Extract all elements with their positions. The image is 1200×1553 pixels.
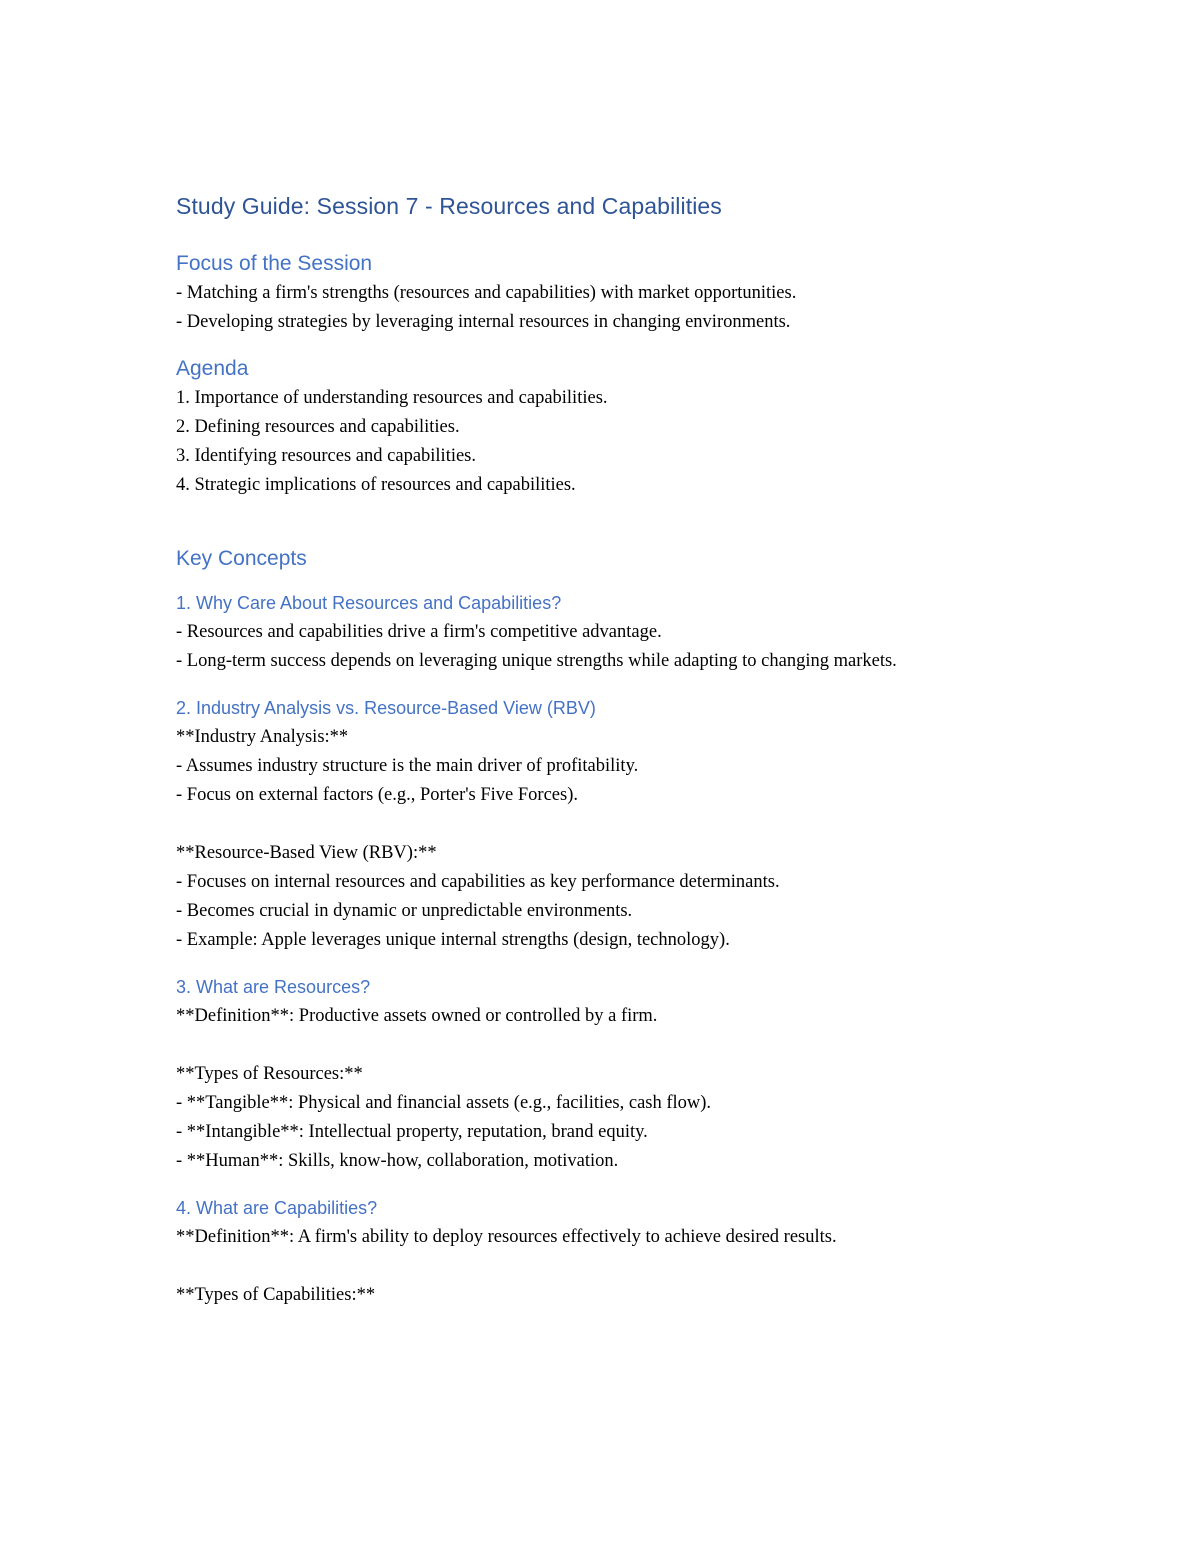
section-line: **Types of Resources:** xyxy=(176,1064,363,1084)
section-line: - Focus on external factors (e.g., Porter's Five Forces). xyxy=(176,785,579,805)
section-line: **Types of Capabilities:** xyxy=(176,1285,376,1305)
agenda-item: 4. Strategic implications of resources and capabilities. xyxy=(176,475,576,495)
section-line: **Industry Analysis:** xyxy=(176,727,349,747)
section-heading: 4. What are Capabilities? xyxy=(176,1198,378,1218)
section-line: - **Tangible**: Physical and financial assets (e.g., facilities, cash flow). xyxy=(176,1093,712,1113)
section-line: - Becomes crucial in dynamic or unpredictable environments. xyxy=(176,901,633,921)
section-line: - Focuses on internal resources and capabilities as key performance determinants. xyxy=(176,872,780,892)
section-line: **Resource-Based View (RBV):** xyxy=(176,843,437,863)
agenda-item: 1. Importance of understanding resources and capabilities. xyxy=(176,388,608,408)
section-line: **Definition**: Productive assets owned or controlled by a firm. xyxy=(176,1006,658,1026)
section-line: - **Intangible**: Intellectual property, reputation, brand equity. xyxy=(176,1122,648,1142)
key-concepts-heading: Key Concepts xyxy=(176,547,307,570)
section-line: - **Human**: Skills, know-how, collaboration, motivation. xyxy=(176,1151,619,1171)
page-title: Study Guide: Session 7 - Resources and Capabilities xyxy=(176,193,722,219)
focus-heading: Focus of the Session xyxy=(176,252,373,275)
section-heading: 3. What are Resources? xyxy=(176,977,371,997)
document-page xyxy=(176,190,1006,1310)
section-line: - Long-term success depends on leveraging unique strengths while adapting to changing markets. xyxy=(176,651,897,671)
agenda-heading: Agenda xyxy=(176,357,249,380)
agenda-item: 2. Defining resources and capabilities. xyxy=(176,417,460,437)
section-line: - Assumes industry structure is the main driver of profitability. xyxy=(176,756,639,776)
agenda-item: 3. Identifying resources and capabilities. xyxy=(176,446,477,466)
section-line: - Resources and capabilities drive a firm's competitive advantage. xyxy=(176,622,662,642)
section-line: **Definition**: A firm's ability to deploy resources effectively to achieve desired results. xyxy=(176,1227,837,1247)
section-heading: 1. Why Care About Resources and Capabilities? xyxy=(176,593,562,613)
focus-line: - Matching a firm's strengths (resources and capabilities) with market opportunities. xyxy=(176,283,797,303)
focus-line: - Developing strategies by leveraging internal resources in changing environments. xyxy=(176,312,791,332)
section-line: - Example: Apple leverages unique internal strengths (design, technology). xyxy=(176,930,730,950)
section-heading: 2. Industry Analysis vs. Resource-Based View (RBV) xyxy=(176,698,596,718)
